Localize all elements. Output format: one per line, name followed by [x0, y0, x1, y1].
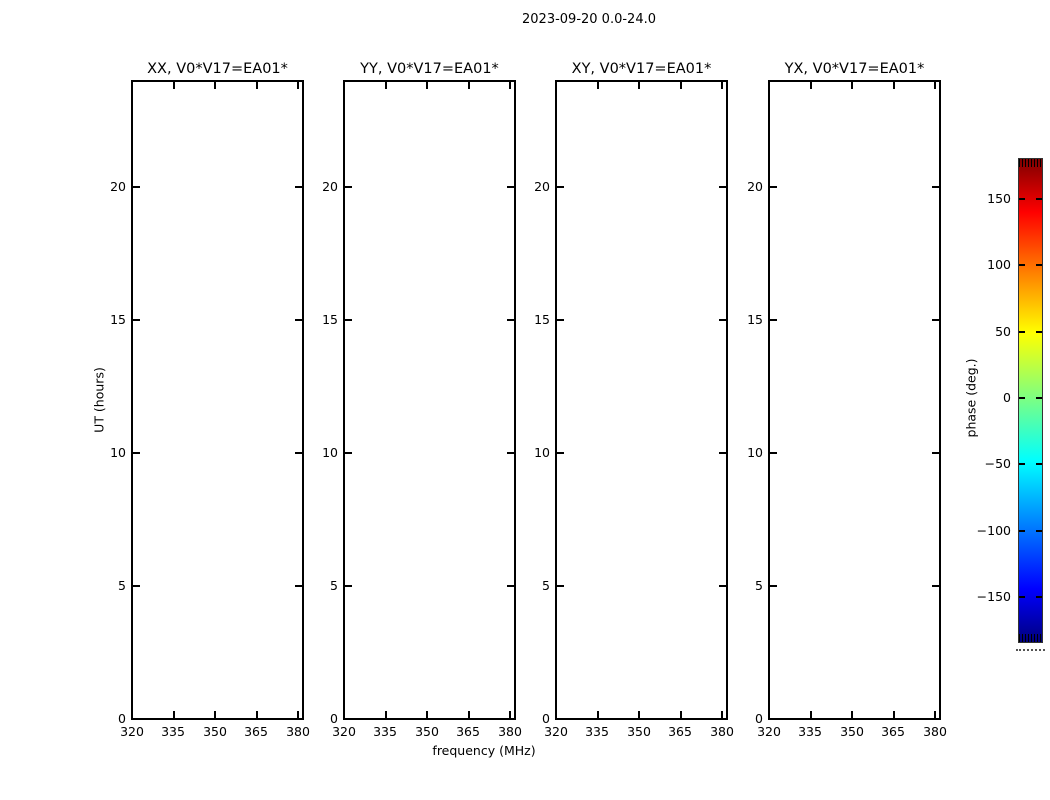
x-tick-mark [893, 82, 895, 89]
colorbar-tick-label: 150 [987, 191, 1011, 206]
y-tick-mark [133, 452, 140, 454]
x-tick-mark [426, 82, 428, 89]
y-tick-mark [507, 585, 514, 587]
subplot-xy [534, 0, 734, 800]
y-tick-mark [295, 585, 302, 587]
colorbar-tick-label: −50 [984, 456, 1011, 471]
colorbar-tick-label: 50 [995, 324, 1011, 339]
y-tick-label: 10 [534, 445, 550, 460]
y-tick-mark [345, 452, 352, 454]
x-tick-label: 350 [415, 724, 439, 739]
y-tick-mark [557, 186, 564, 188]
colorbar-tick-mark [1036, 463, 1042, 465]
plot-area [343, 80, 516, 720]
x-tick-label: 365 [244, 724, 268, 739]
y-tick-mark [932, 585, 939, 587]
y-tick-mark [770, 585, 777, 587]
y-tick-mark [719, 585, 726, 587]
x-tick-label: 350 [840, 724, 864, 739]
y-tick-mark [557, 452, 564, 454]
y-tick-label: 0 [755, 711, 763, 726]
y-tick-mark [507, 319, 514, 321]
x-tick-label: 350 [627, 724, 651, 739]
subplot-xx [110, 0, 310, 800]
y-tick-mark [133, 186, 140, 188]
x-tick-label: 365 [456, 724, 480, 739]
y-tick-mark [719, 319, 726, 321]
x-tick-mark [680, 711, 682, 718]
colorbar-tick-mark [1036, 530, 1042, 532]
colorbar-bottom-comb [1019, 634, 1042, 642]
y-tick-mark [345, 319, 352, 321]
figure-suptitle: 2023-09-20 0.0-24.0 [522, 12, 656, 27]
x-tick-mark [638, 711, 640, 718]
x-tick-mark [680, 82, 682, 89]
y-tick-mark [932, 452, 939, 454]
y-tick-mark [557, 319, 564, 321]
y-tick-label: 20 [534, 179, 550, 194]
x-tick-mark [597, 711, 599, 718]
y-tick-mark [770, 186, 777, 188]
x-tick-mark [468, 711, 470, 718]
y-tick-label: 10 [322, 445, 338, 460]
x-tick-mark [509, 711, 511, 718]
y-tick-mark [932, 186, 939, 188]
x-tick-mark [934, 82, 936, 89]
x-tick-mark [810, 82, 812, 89]
colorbar-tick-mark [1019, 264, 1025, 266]
colorbar-tick-mark [1019, 530, 1025, 532]
y-tick-label: 0 [330, 711, 338, 726]
y-tick-label: 20 [747, 179, 763, 194]
x-tick-mark [297, 82, 299, 89]
colorbar-bottom-dotted-line [1016, 649, 1045, 651]
subplot-yx [747, 0, 947, 800]
y-tick-label: 0 [118, 711, 126, 726]
x-tick-mark [810, 711, 812, 718]
colorbar-tick-label: 0 [1003, 390, 1011, 405]
x-tick-label: 350 [203, 724, 227, 739]
x-tick-label: 335 [161, 724, 185, 739]
colorbar-tick-mark [1036, 397, 1042, 399]
colorbar-tick-mark [1036, 331, 1042, 333]
y-tick-label: 15 [322, 312, 338, 327]
y-tick-label: 5 [542, 578, 550, 593]
x-tick-label: 380 [498, 724, 522, 739]
x-tick-mark [893, 711, 895, 718]
y-tick-mark [345, 186, 352, 188]
x-tick-label: 380 [710, 724, 734, 739]
x-tick-mark [468, 82, 470, 89]
x-tick-mark [214, 711, 216, 718]
y-tick-mark [719, 186, 726, 188]
colorbar-tick-mark [1036, 264, 1042, 266]
y-axis-label: UT (hours) [91, 367, 107, 433]
colorbar-tick-mark [1036, 596, 1042, 598]
y-tick-mark [133, 585, 140, 587]
x-tick-mark [934, 711, 936, 718]
y-tick-label: 5 [330, 578, 338, 593]
y-tick-mark [719, 452, 726, 454]
x-tick-label: 380 [286, 724, 310, 739]
colorbar-tick-mark [1019, 331, 1025, 333]
x-tick-label: 365 [668, 724, 692, 739]
colorbar-tick-mark [1019, 463, 1025, 465]
x-tick-mark [173, 82, 175, 89]
x-tick-label: 320 [757, 724, 781, 739]
subplot-title: XY, V0*V17=EA01* [571, 61, 712, 77]
x-tick-label: 335 [373, 724, 397, 739]
colorbar [1018, 158, 1043, 643]
colorbar-tick-label: 100 [987, 257, 1011, 272]
x-tick-mark [721, 82, 723, 89]
x-tick-label: 320 [332, 724, 356, 739]
y-tick-label: 10 [110, 445, 126, 460]
y-tick-mark [932, 319, 939, 321]
y-tick-label: 5 [118, 578, 126, 593]
x-tick-mark [256, 711, 258, 718]
colorbar-tick-mark [1019, 397, 1025, 399]
x-tick-mark [173, 711, 175, 718]
colorbar-tick-mark [1019, 596, 1025, 598]
y-tick-mark [133, 319, 140, 321]
x-tick-label: 320 [544, 724, 568, 739]
x-tick-mark [721, 711, 723, 718]
x-tick-label: 335 [585, 724, 609, 739]
plot-area [768, 80, 941, 720]
subplot-title: YX, V0*V17=EA01* [784, 61, 925, 77]
y-tick-label: 20 [110, 179, 126, 194]
x-tick-label: 365 [881, 724, 905, 739]
x-tick-mark [256, 82, 258, 89]
colorbar-tick-mark [1019, 198, 1025, 200]
x-tick-mark [509, 82, 511, 89]
x-tick-label: 320 [120, 724, 144, 739]
y-tick-mark [507, 452, 514, 454]
colorbar-top-comb [1019, 159, 1042, 167]
x-tick-mark [385, 711, 387, 718]
x-tick-mark [638, 82, 640, 89]
colorbar-tick-label: −100 [976, 523, 1011, 538]
y-tick-mark [295, 319, 302, 321]
subplot-yy [322, 0, 522, 800]
x-tick-mark [597, 82, 599, 89]
x-tick-mark [297, 711, 299, 718]
x-tick-mark [214, 82, 216, 89]
colorbar-tick-mark [1036, 198, 1042, 200]
subplot-title: XX, V0*V17=EA01* [147, 61, 288, 77]
x-tick-label: 380 [923, 724, 947, 739]
x-axis-label: frequency (MHz) [432, 743, 536, 758]
y-tick-label: 15 [534, 312, 550, 327]
y-tick-mark [770, 319, 777, 321]
y-tick-mark [345, 585, 352, 587]
y-tick-mark [295, 452, 302, 454]
y-tick-label: 10 [747, 445, 763, 460]
y-tick-mark [507, 186, 514, 188]
plot-area [555, 80, 728, 720]
plot-area [131, 80, 304, 720]
y-tick-label: 20 [322, 179, 338, 194]
y-tick-label: 0 [542, 711, 550, 726]
x-tick-mark [851, 711, 853, 718]
y-tick-label: 5 [755, 578, 763, 593]
subplot-title: YY, V0*V17=EA01* [360, 61, 499, 77]
y-tick-mark [295, 186, 302, 188]
y-tick-mark [770, 452, 777, 454]
y-tick-label: 15 [747, 312, 763, 327]
y-tick-label: 15 [110, 312, 126, 327]
colorbar-axis-label: phase (deg.) [963, 358, 979, 438]
x-tick-label: 335 [798, 724, 822, 739]
x-tick-mark [426, 711, 428, 718]
colorbar-tick-label: −150 [976, 589, 1011, 604]
y-tick-mark [557, 585, 564, 587]
x-tick-mark [385, 82, 387, 89]
x-tick-mark [851, 82, 853, 89]
